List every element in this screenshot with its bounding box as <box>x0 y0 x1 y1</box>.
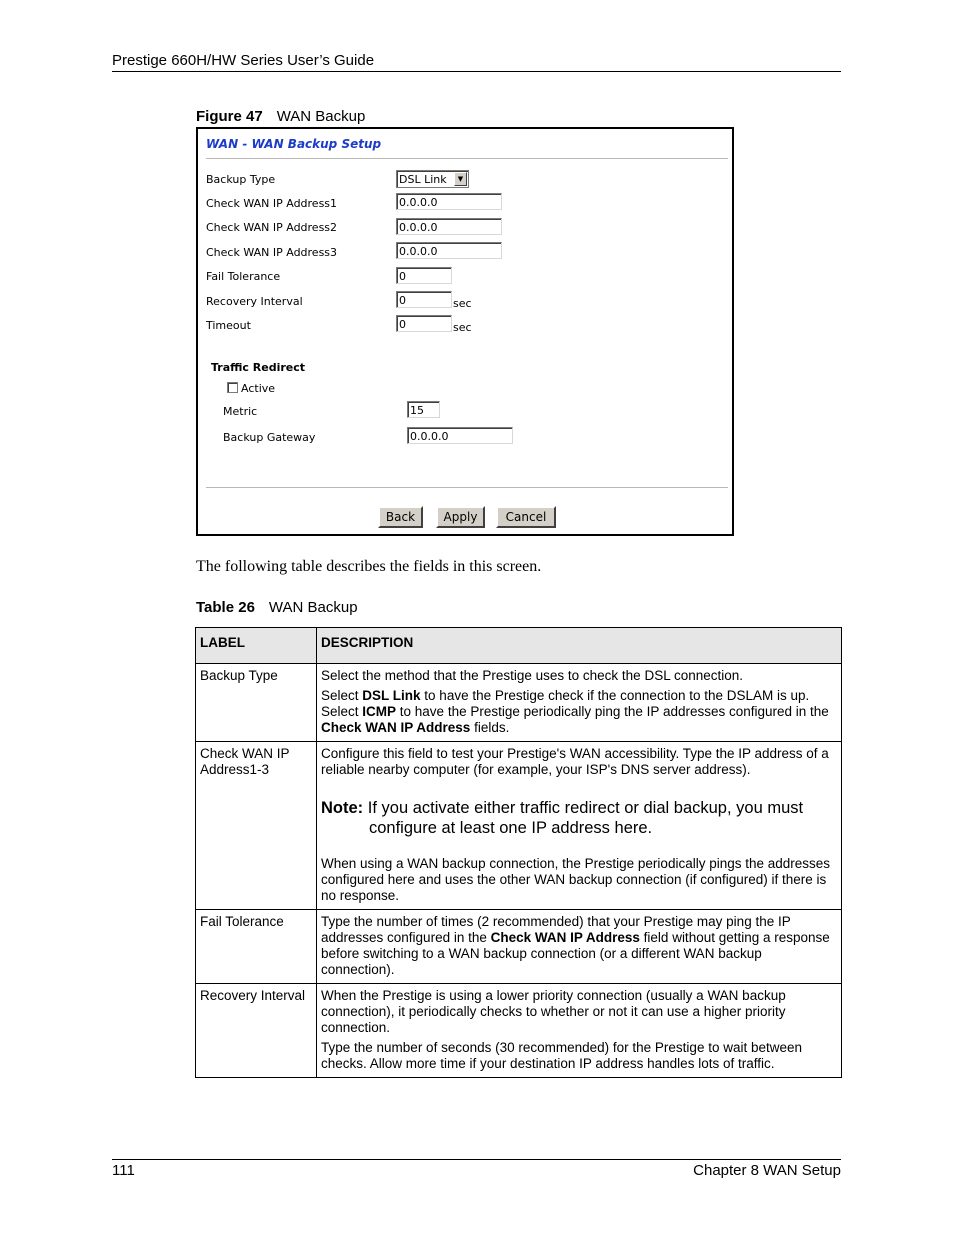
recovery-interval-label: Recovery Interval <box>206 295 303 308</box>
traffic-redirect-heading: Traffic Redirect <box>211 361 305 374</box>
backup-type-value: DSL Link <box>399 173 447 186</box>
check-ip3-label: Check WAN IP Address3 <box>206 246 338 259</box>
table-row <box>196 910 842 984</box>
back-button[interactable]: Back <box>378 506 423 528</box>
description-paragraph: Configure this field to test your Prestige's WAN accessibility. Type the IP address of a reliable nearby computer (for example, your ISP's DNS server address). <box>321 746 829 777</box>
note-line-1: If you activate either traffic redirect or dial backup, you must <box>367 799 804 817</box>
cancel-button[interactable]: Cancel <box>496 506 556 528</box>
fail-tolerance-label: Fail Tolerance <box>206 270 281 283</box>
footer-rule <box>112 1159 841 1160</box>
timeout-unit: sec <box>453 321 472 334</box>
table-header-row <box>196 628 842 664</box>
row-label: Backup Type <box>196 664 317 742</box>
table-row <box>196 664 842 742</box>
header-label: LABEL <box>196 628 317 664</box>
fail-tolerance-input[interactable]: 0 <box>396 267 452 284</box>
table-label: Table 26 <box>196 599 255 616</box>
recovery-interval-unit: sec <box>453 297 472 310</box>
description-paragraph: Select DSL Link to have the Prestige check if the connection to the DSLAM is up. Select ICMP to have the Prestige periodically ping the IP addresses configured in the Check WAN IP Address fields. <box>321 688 829 735</box>
timeout-label: Timeout <box>206 319 251 332</box>
active-label: Active <box>241 382 276 395</box>
row-description <box>317 984 842 1078</box>
description-paragraph: Type the number of seconds (30 recommended) for the Prestige to wait between checks. Allow more time if your destination IP address handles lots of traffic. <box>321 1040 803 1071</box>
header-description: DESCRIPTION <box>317 628 842 664</box>
screen-title: WAN - WAN Backup Setup <box>206 137 382 151</box>
title-divider <box>206 158 728 160</box>
description-paragraph: When the Prestige is using a lower priority connection (usually a WAN backup connection), it periodically checks to whether or not it can use a higher priority connection. <box>321 988 786 1035</box>
description-paragraph: When using a WAN backup connection, the Prestige periodically pings the addresses configured here and uses the other WAN backup connection (if configured) if there is no response. <box>321 856 831 903</box>
backup-type-label: Backup Type <box>206 173 276 186</box>
description-paragraph: Select the method that the Prestige uses to check the DSL connection. <box>321 668 744 683</box>
chevron-down-icon[interactable]: ▼ <box>454 172 467 186</box>
check-ip1-input[interactable]: 0.0.0.0 <box>396 193 502 210</box>
figure-caption <box>196 108 365 125</box>
table-row <box>196 742 842 910</box>
page-number: 111 <box>112 1162 135 1179</box>
description-paragraph: Type the number of times (2 recommended) that your Prestige may ping the IP addresses configured in the Check WAN IP Address field without getting a response before switching to a WAN backup connection (or a different WAN backup connection). <box>321 914 830 977</box>
row-label: Recovery Interval <box>196 984 317 1078</box>
table-title: WAN Backup <box>268 599 358 616</box>
intro-text: The following table describes the fields in this screen. <box>196 558 542 575</box>
chapter-title: Chapter 8 WAN Setup <box>693 1162 841 1179</box>
header-rule <box>112 71 841 72</box>
backup-gateway-label: Backup Gateway <box>223 431 316 444</box>
page-header: Prestige 660H/HW Series User’s Guide <box>112 52 375 69</box>
row-label: Check WAN IP Address1-3 <box>196 742 317 910</box>
check-ip3-input[interactable]: 0.0.0.0 <box>396 242 502 259</box>
check-ip2-input[interactable]: 0.0.0.0 <box>396 218 502 235</box>
figure-label: Figure 47 <box>196 108 263 125</box>
backup-gateway-input[interactable]: 0.0.0.0 <box>407 427 513 444</box>
table-caption <box>196 599 358 616</box>
metric-input[interactable]: 15 <box>407 401 440 418</box>
backup-type-select[interactable] <box>396 170 469 188</box>
wan-backup-screen <box>196 127 734 536</box>
apply-button[interactable]: Apply <box>436 506 485 528</box>
recovery-interval-input[interactable]: 0 <box>396 291 452 308</box>
note <box>321 798 837 838</box>
note-line-2: configure at least one IP address here. <box>369 819 653 837</box>
row-description <box>317 910 842 984</box>
figure-title: WAN Backup <box>276 108 366 125</box>
buttons-divider <box>206 487 728 489</box>
check-ip2-label: Check WAN IP Address2 <box>206 221 338 234</box>
row-description <box>317 742 842 910</box>
wan-backup-table <box>195 627 842 1078</box>
timeout-input[interactable]: 0 <box>396 315 452 332</box>
row-label: Fail Tolerance <box>196 910 317 984</box>
table-row <box>196 984 842 1078</box>
row-description <box>317 664 842 742</box>
note-label: Note: <box>321 799 364 817</box>
check-ip1-label: Check WAN IP Address1 <box>206 197 338 210</box>
active-checkbox[interactable] <box>227 382 238 393</box>
metric-label: Metric <box>223 405 258 418</box>
